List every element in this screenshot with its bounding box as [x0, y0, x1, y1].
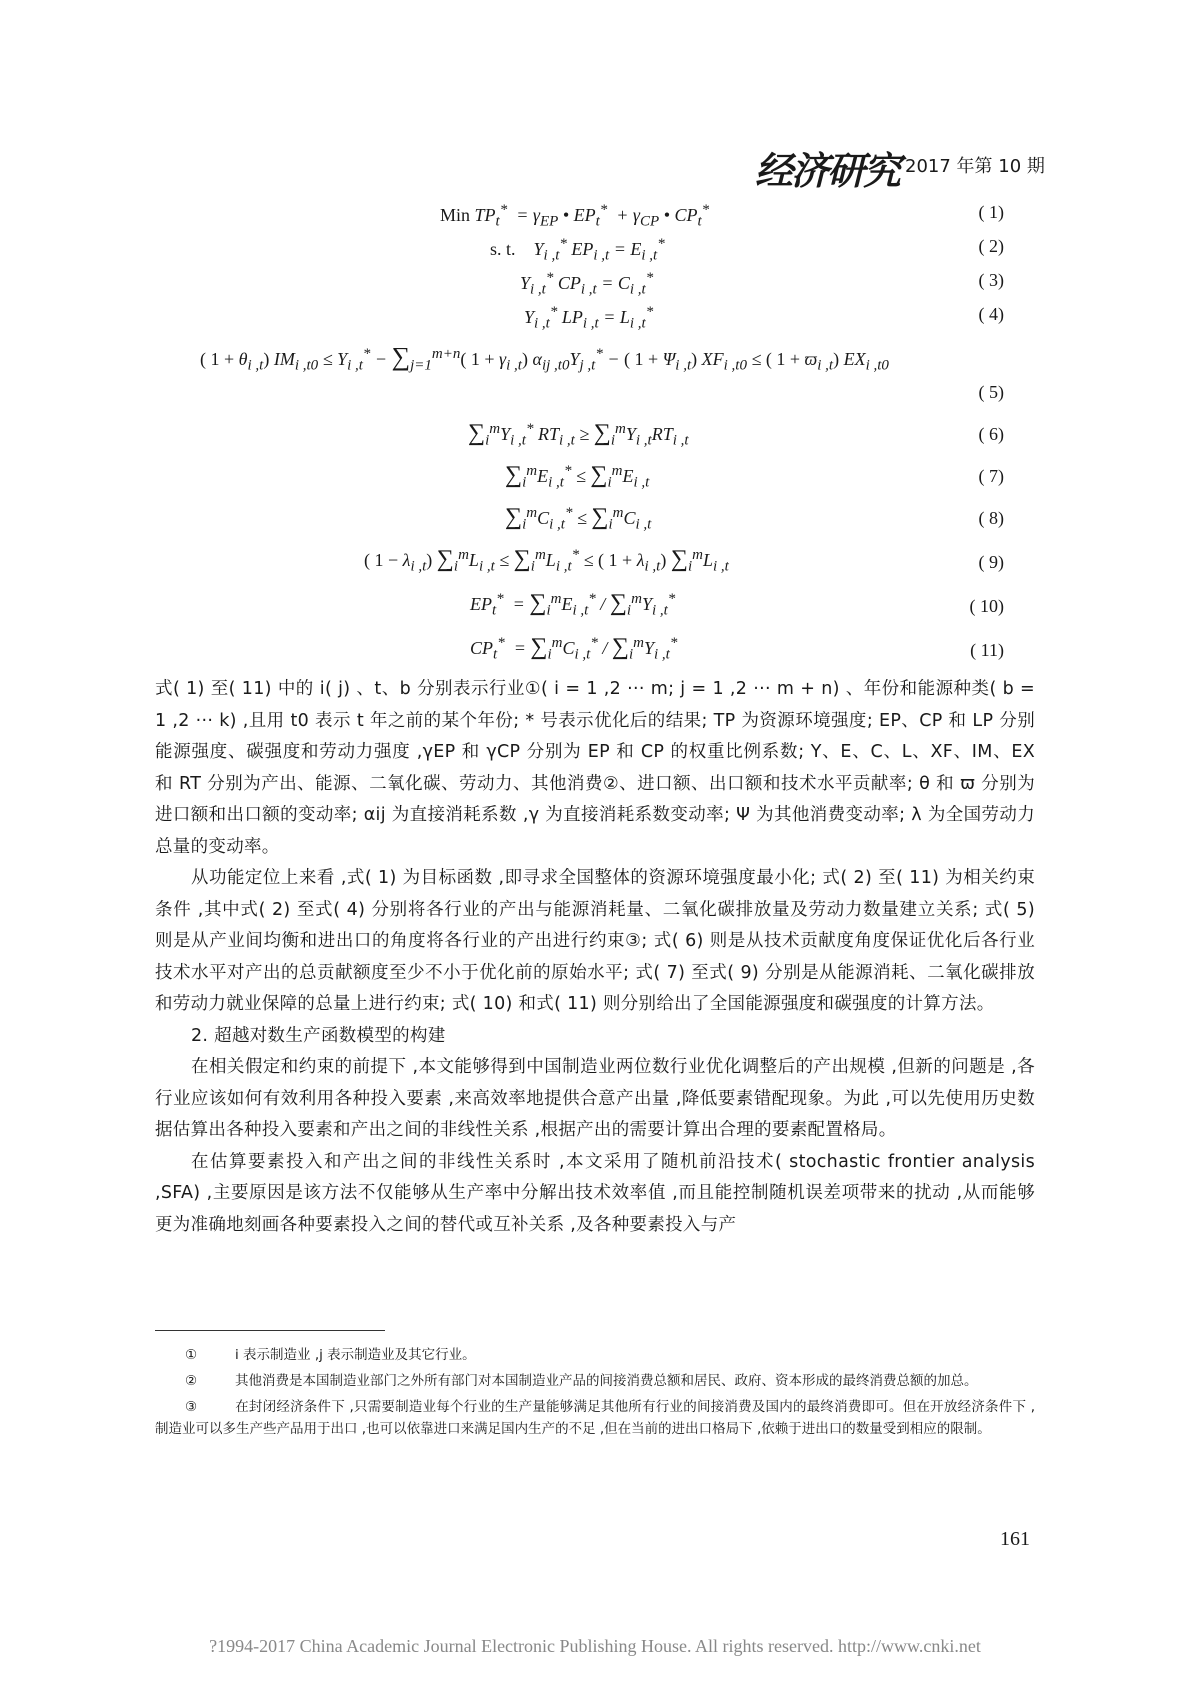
section-heading: 2. 超越对数生产函数模型的构建: [191, 1025, 446, 1046]
equation-3: $Y_{i ,t}^*$ $CP_{i ,t} = C_{i ,t}^*$: [520, 270, 654, 298]
equation-4: $Y_{i ,t}^*$ $LP_{i ,t} = L_{i ,t}^*$: [524, 304, 654, 332]
paragraph: 从功能定位上来看 ,式( 1) 为目标函数 ,即寻求全国整体的资源环境强度最小化; 式( 2) 至( 11) 为相关约束条件 ,其中式( 2) 至式( 4) 分别将各行业的产出与能源消耗量、二氧化碳排放量及劳动力数量建立关系; 式( 5) 则是从产业间均衡和进出口的角度将各行业的产出进行约束③; 式( 6) 则是从技术贡献度角度保证优化后各行业技术水平对产出的总贡献额度至少不小于优化前的原始水平; 式( 7) 至式( 9) 分别是从能源消耗、二氧化碳排放和劳动力就业保障的总量上进行约束; 式( 10) 和式( 11) 则分别给出了全国能源强度和碳强度的计算方法。: [155, 868, 1035, 1014]
footnote-divider: [155, 1330, 385, 1331]
equation-number: ( 7): [978, 466, 1004, 486]
equation-number: ( 3): [978, 270, 1004, 290]
equation-9: ( $1 - \lambda_{i ,t}$) $\sum_i^mL_{i ,t} \le \sum_i^mL_{i ,t}^*$ ≤ ( $1 + \lambda_{i ,t}$) $\sum_i^mL_{i ,t}$: [364, 546, 729, 575]
paragraph: 式( 1) 至( 11) 中的 i( j) 、t、b 分别表示行业①( i = 1 ,2 ··· m; j = 1 ,2 ··· m + n) 、年份和能源种类( b = 1 ,2 ··· k) ,且用 t0 表示 t 年之前的某个年份; * 号表示优化后的结果; TP 为资源环境强度; EP、CP 和 LP 分别能源强度、碳强度和劳动力强度 ,γEP 和 γCP 分别为 EP 和 CP 的权重比例系数; Y、E、C、L、XF、IM、EX 和 RT 分别为产出、能源、二氧化碳、劳动力、其他消费②、进口额、出口额和技术水平贡献率; θ 和 ϖ 分别为进口额和出口额的变动率; αij 为直接消耗系数 ,γ 为直接消耗系数变动率; Ψ 为其他消费变动率; λ 为全国劳动力总量的变动率。: [155, 679, 1035, 857]
equation-10: $EP_t^* = \sum_i^mE_{i ,t}^* / \sum_i^mY_{i ,t}^*$: [470, 590, 676, 619]
equation-number: ( 5): [978, 382, 1004, 402]
equation-7: $\sum_i^mE_{i ,t}^* \le \sum_i^mE_{i ,t}$: [505, 462, 650, 491]
page-number: 161: [1000, 1528, 1030, 1550]
equation-number: ( 9): [978, 552, 1004, 572]
equation-5: ( $1 + \theta_{i ,t}$) $IM_{i ,t0} \le Y_{i ,t}^* - \sum_{j=1}^{m+n}$( $1 + \gamma_{i ,t}$) $\alpha_{ij ,t0}Y_{j ,t}^*$ − ( $1 + \Psi_{i ,t}$) $XF_{i ,t0}$ ≤ ( $1 + ϖ_{i ,t}$) $EX_{i ,t0}$: [200, 342, 889, 374]
equation-number: ( 10): [969, 596, 1004, 616]
footnotes: [155, 1344, 1035, 1444]
footnote-mark: ②: [185, 1373, 198, 1389]
equation-1: Min $TP_t^* = \gamma_{EP}$ • $EP_t^* + \gamma_{CP}$ • $CP_t^*$: [440, 202, 710, 230]
equation-8: $\sum_i^mC_{i ,t}^* \le \sum_i^mC_{i ,t}$: [505, 504, 652, 533]
footnote: [155, 1344, 1035, 1366]
paragraph: 在相关假定和约束的前提下 ,本文能够得到中国制造业两位数行业优化调整后的产出规模 ,但新的问题是 ,各行业应该如何有效利用各种投入要素 ,来高效率地提供合意产出量 ,降低要素错配现象。为此 ,可以先使用历史数据估算出各种投入要素和产出之间的非线性关系 ,根据产出的需要计算出合理的要素配置格局。: [155, 1057, 1035, 1140]
issue-label: 2017 年第 10 期: [905, 156, 1045, 177]
footnote-mark: ①: [185, 1347, 198, 1363]
footnote-text: i 表示制造业 ,j 表示制造业及其它行业。: [235, 1347, 476, 1363]
equation-2: s. t. $Y_{i ,t}^*$ $EP_{i ,t} = E_{i ,t}^*$: [490, 236, 665, 264]
footnote-text: 其他消费是本国制造业部门之外所有部门对本国制造业产品的间接消费总额和居民、政府、资本形成的最终消费总额的加总。: [235, 1373, 978, 1389]
equation-number: ( 4): [978, 304, 1004, 324]
equation-11: $CP_t^* = \sum_i^mC_{i ,t}^* / \sum_i^mY_{i ,t}^*$: [470, 634, 678, 663]
footnote-mark: ③: [185, 1399, 198, 1415]
footnote-text: 在封闭经济条件下 ,只需要制造业每个行业的生产量能够满足其他所有行业的间接消费及国内的最终消费即可。但在开放经济条件下 ,制造业可以多生产些产品用于出口 ,也可以依靠进口来满足国内生产的不足 ,但在当前的进出口格局下 ,依赖于进出口的数量受到相应的限制。: [155, 1399, 1035, 1437]
journal-logo: 经济研究: [755, 148, 900, 193]
equation-number: ( 6): [978, 424, 1004, 444]
footnote: [155, 1370, 1035, 1392]
equation-number: ( 1): [978, 202, 1004, 222]
equation-number: ( 8): [978, 508, 1004, 528]
copyright-footer: ?1994-2017 China Academic Journal Electronic Publishing House. All rights reserved. http://www.cnki.net: [209, 1636, 981, 1656]
equation-6: $\sum_i^mY_{i ,t}^*$ $RT_{i ,t} \ge \sum_i^mY_{i ,t}RT_{i ,t}$: [468, 420, 689, 449]
footnote: [155, 1396, 1035, 1440]
equation-number: ( 11): [970, 640, 1004, 660]
body-text: [155, 674, 1035, 1241]
paragraph: 在估算要素投入和产出之间的非线性关系时 ,本文采用了随机前沿技术( stochastic frontier analysis ,SFA) ,主要原因是该方法不仅能够从生产率中分解出技术效率值 ,而且能控制随机误差项带来的扰动 ,从而能够更为准确地刻画各种要素投入之间的替代或互补关系 ,及各种要素投入与产: [155, 1151, 1035, 1235]
equation-number: ( 2): [978, 236, 1004, 256]
